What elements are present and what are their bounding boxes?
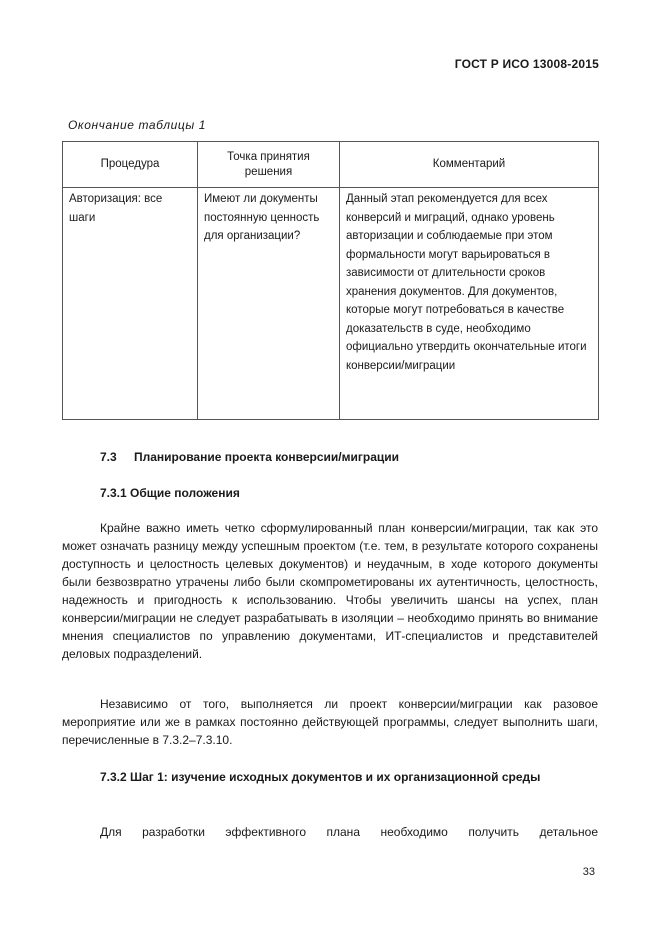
subsection-heading-7-3-2: 7.3.2 Шаг 1: изучение исходных документов и их организационной среды [100,770,541,784]
page-number: 33 [582,866,595,878]
cell-procedure: Авторизация: все шаги [63,188,198,420]
column-header-decision-point: Точка принятия решения [198,142,340,188]
body-paragraph-3: Для разработки эффективного плана необходимо получить детальное [100,825,598,839]
cell-decision-point: Имеют ли документы постоянную ценность для организации? [198,188,340,420]
table-header-row [63,142,599,188]
section-number: 7.3 [100,450,117,464]
column-header-procedure: Процедура [63,142,198,188]
subsection-heading-7-3-1: 7.3.1 Общие положения [100,486,240,500]
column-header-comment: Комментарий [340,142,599,188]
table-row [63,188,599,420]
body-paragraph-1: Крайне важно иметь четко сформулированный план конверсии/миграции, так как это может означать разницу между успешным проектом (т.е. тем, в результате которого сохранены доступность и целостность целевых документов) и неудачным, в ходе которого документы были безвозвратно утрачены либо были скомпрометированы их аутентичность, целостность, надежность и пригодность к использованию. Чтобы увеличить шансы на успех, план конверсии/миграции не следует разрабатывать в изоляции – необходимо принять во внимание мнения специалистов по управлению документами, ИТ-специалистов и представителей деловых подразделений. [62,521,598,661]
cell-comment: Данный этап рекомендуется для всех конверсий и миграций, однако уровень авторизации и соблюдаемые при этом формальности могут варьироваться в зависимости от длительности сроков хранения документов. Для документов, которые могут потребоваться в качестве доказательств в суде, необходимо официально утвердить окончательные итоги конверсии/миграции [340,188,599,420]
procedures-table [62,141,599,420]
table-caption: Окончание таблицы 1 [68,118,207,132]
section-title: Планирование проекта конверсии/миграции [134,450,400,464]
section-heading-7-3 [100,450,399,464]
standard-header: ГОСТ Р ИСО 13008-2015 [454,57,599,71]
body-paragraph-2: Независимо от того, выполняется ли проект конверсии/миграции как разовое мероприятие или же в рамках постоянно действующей программы, следует выполнить шаги, перечисленные в 7.3.2–7.3.10. [62,697,598,747]
